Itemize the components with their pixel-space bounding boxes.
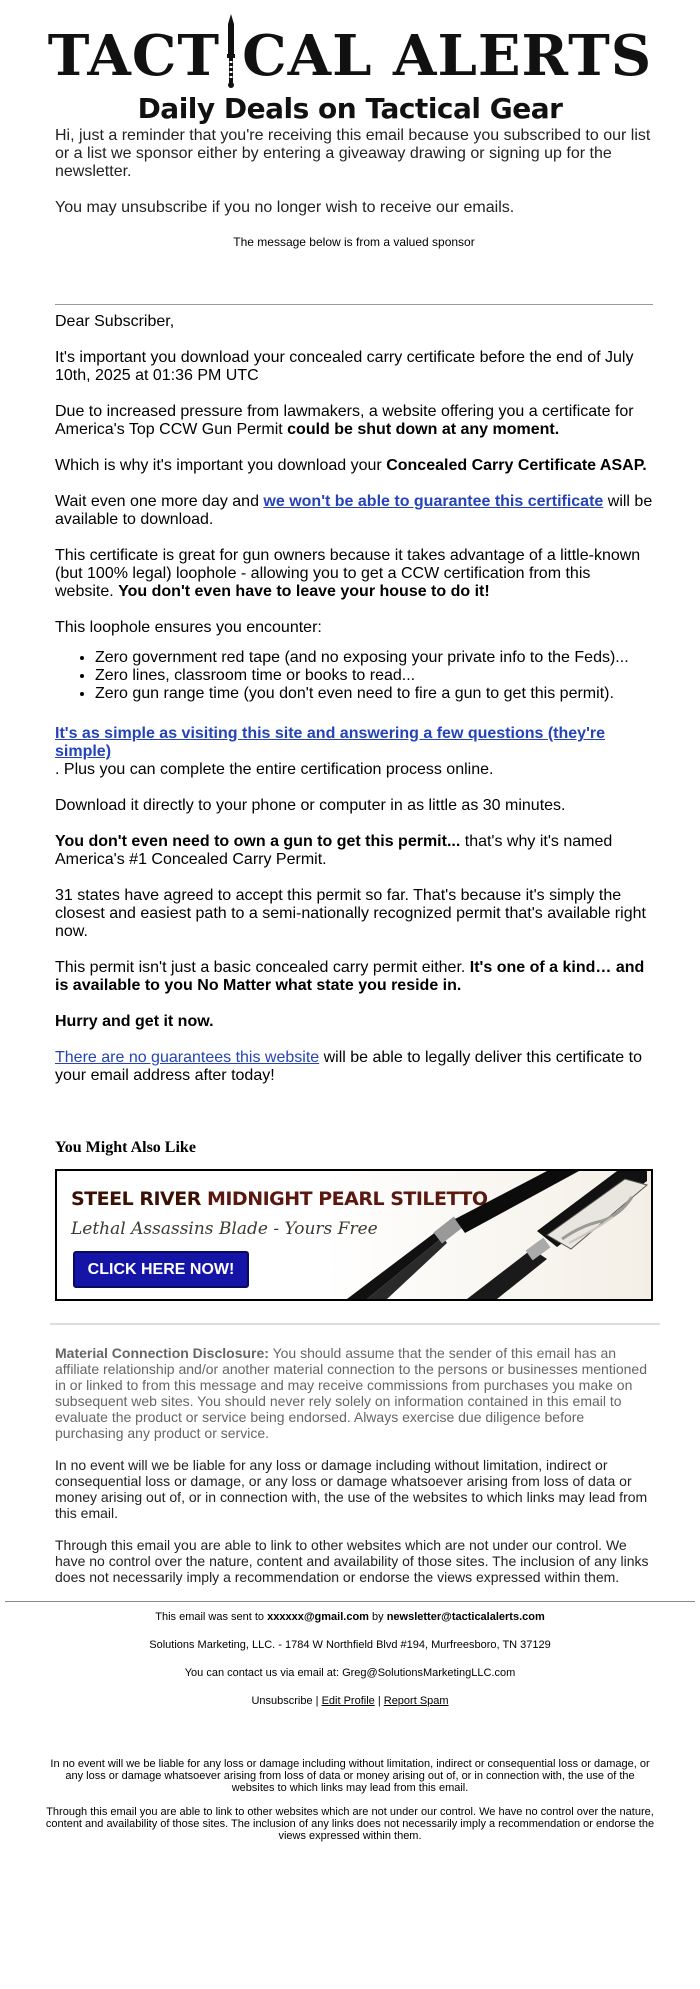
letter-paragraph <box>55 403 653 439</box>
sponsor-letter <box>55 305 653 1085</box>
letter-paragraph: 31 states have agreed to accept this permit so far. That's because it's simply the closest and easiest path to a semi-nationally recognized permit that's available right now. <box>55 887 646 940</box>
text: This permit isn't just a basic concealed carry permit either. <box>55 959 470 976</box>
bold-text: You don't even have to leave your house to do it! <box>118 583 490 600</box>
banner-subtitle: Lethal Assassins Blade - Yours Free <box>71 1219 378 1239</box>
bold-text: Concealed Carry Certificate ASAP. <box>386 457 647 474</box>
unsubscribe-link[interactable]: Unsubscribe <box>251 1695 313 1707</box>
dagger-icon <box>220 28 242 84</box>
bold-text: Hurry and get it now. <box>55 1013 214 1030</box>
legal-paragraph: Through this email you are able to link to other websites which are not under our control. We have no control over the nature, content and availability of those sites. The inclusion of any links does not necessarily imply a recommendation or endorse the views expressed within them. <box>45 1806 655 1842</box>
logo-header <box>0 0 700 127</box>
letter-paragraph <box>55 1049 653 1085</box>
visit-site-link[interactable]: It's as simple as visiting this site and answering a few questions (they're simple) <box>55 725 605 760</box>
letter-paragraph <box>55 457 653 475</box>
text: Which is why it's important you download your <box>55 457 387 474</box>
text: This email was sent to <box>155 1611 268 1623</box>
logo-title-right: CAL ALERTS <box>242 23 653 89</box>
intro-section <box>55 127 653 217</box>
links-paragraph: Through this email you are able to link to other websites which are not under our control. We have no control over the nature, content and availability of those sites. The inclusion of any links does not necessarily imply a recommendation or endorse the views expressed within them. <box>55 1537 649 1585</box>
sponsor-note: The message below is from a valued sponsor <box>233 235 475 249</box>
text: Due to increased pressure from lawmakers, a website offering you a certificate for America's Top CCW Gun Permit <box>55 403 634 438</box>
text: Wait even one more day and <box>55 493 264 510</box>
letter-paragraph <box>55 725 653 779</box>
text: by <box>368 1611 387 1623</box>
disclosure-section <box>55 1325 653 1585</box>
also-like-heading: You Might Also Like <box>55 1139 196 1156</box>
letter-paragraph: This loophole ensures you encounter: <box>55 619 322 636</box>
separator: | <box>312 1695 322 1707</box>
report-spam-link[interactable]: Report Spam <box>383 1695 449 1707</box>
product-banner[interactable] <box>55 1169 653 1301</box>
edit-profile-link[interactable]: Edit Profile <box>321 1695 375 1707</box>
letter-paragraph <box>55 833 653 869</box>
list-item: • Zero government red tape (and no exposing your private info to the Feds)... <box>95 649 653 667</box>
company-address: Solutions Marketing, LLC. - 1784 W Northfield Blvd #194, Murfreesboro, TN 37129 <box>149 1639 551 1651</box>
intro-paragraph: Hi, just a reminder that you're receiving this email because you subscribed to our list or a list we sponsor either by entering a giveaway drawing or signing up for the newsletter. <box>55 127 651 180</box>
footer <box>0 1602 700 1708</box>
contact-line: You can contact us via email at: Greg@SolutionsMarketingLLC.com <box>184 1667 516 1679</box>
letter-paragraph <box>55 493 653 529</box>
list-item: • Zero lines, classroom time or books to read... <box>95 667 653 685</box>
letter-paragraph: It's important you download your concealed carry certificate before the end of July 10th, 2025 at 01:36 PM UTC <box>55 349 634 384</box>
click-here-button[interactable]: CLICK HERE NOW! <box>73 1251 249 1288</box>
list-item: • Zero gun range time (you don't even need to fire a gun to get this permit). <box>95 685 653 703</box>
banner-brand: STEEL RIVER <box>71 1188 201 1210</box>
logo-title <box>0 23 700 89</box>
logo-subtitle: Daily Deals on Tactical Gear <box>137 92 563 125</box>
bold-text: could be shut down at any moment. <box>287 421 560 438</box>
letter-paragraph <box>55 959 653 995</box>
letter-paragraph <box>55 547 653 601</box>
legal-paragraph: In no event will we be liable for any loss or damage including without limitation, indirect or consequential loss or damage, or any loss or damage whatsoever arising from loss of data or money arising out of, or in connection with, the use of the websites to which links may lead from this email. <box>50 1758 650 1794</box>
text: will be able to legally deliver this certificate to your email address after today! <box>55 1049 642 1084</box>
footer-legal <box>45 1722 655 1842</box>
separator: | <box>374 1695 384 1707</box>
bold-text: It's one of a kind… and is available to you No Matter what state you reside in. <box>55 959 645 994</box>
letter-paragraph <box>55 1013 653 1031</box>
text: This certificate is great for gun owners because it takes advantage of a little-known (but 100% legal) loophole - allowing you to get a CCW certification from this website. <box>55 547 641 600</box>
footer-links <box>0 1694 700 1708</box>
recipient-email: xxxxxx@gmail.com <box>267 1611 369 1623</box>
text: will be available to download. <box>55 493 653 528</box>
no-guarantee-link[interactable]: There are no guarantees this website <box>55 1049 320 1066</box>
liability-paragraph: In no event will we be liable for any loss or damage including without limitation, indirect or consequential loss or damage, or any loss or damage whatsoever arising from loss of data or money arising out of, or in connection with, the use of the websites to which links may lead from this email. <box>55 1457 648 1521</box>
banner-product: MIDNIGHT PEARL STILETTO <box>200 1188 488 1210</box>
guarantee-link[interactable]: we won't be able to guarantee this certificate <box>263 493 604 510</box>
disclosure-label: Material Connection Disclosure: <box>55 1345 269 1361</box>
benefit-list <box>55 649 653 703</box>
text: . Plus you can complete the entire certification process online. <box>55 761 494 778</box>
letter-paragraph: Download it directly to your phone or computer in as little as 30 minutes. <box>55 797 566 814</box>
sent-to-line <box>0 1610 700 1624</box>
stiletto-knife-image <box>347 1171 651 1299</box>
unsubscribe-note: You may unsubscribe if you no longer wish to receive our emails. <box>55 199 515 216</box>
greeting: Dear Subscriber, <box>55 313 175 330</box>
text: You should assume that the sender of this email has an affiliate relationship and/or another material connection to the persons or businesses mentioned in or linked to from this message and may receive commissions from purchases you make on subsequent web sites. You should never rely solely on information contained in this email to evaluate the product or service being endorsed. Always exercise due diligence before purchasing any product or service. <box>55 1345 647 1441</box>
logo-title-left: TACT <box>47 23 221 89</box>
sender-email: newsletter@tacticalalerts.com <box>386 1611 545 1623</box>
text: that's why it's named America's #1 Concealed Carry Permit. <box>55 833 613 868</box>
disclosure-paragraph <box>55 1345 653 1441</box>
bold-text: You don't even need to own a gun to get this permit... <box>55 833 461 850</box>
